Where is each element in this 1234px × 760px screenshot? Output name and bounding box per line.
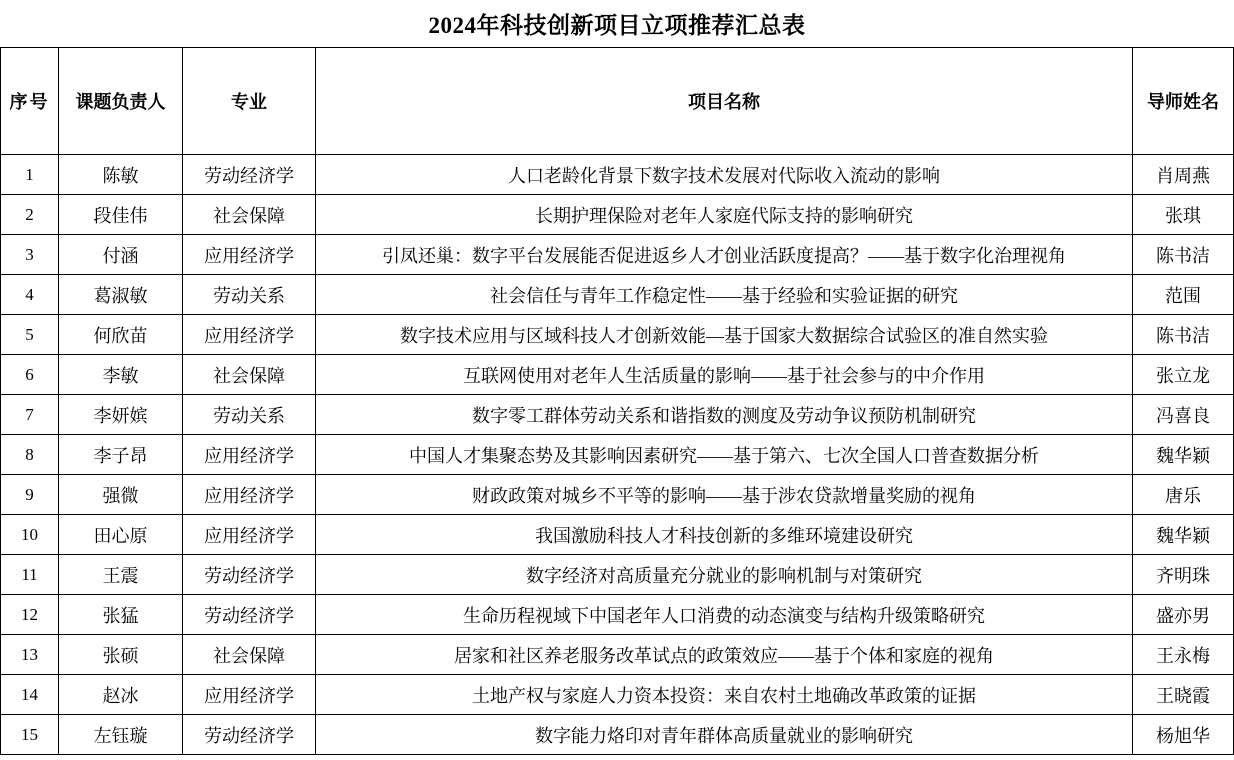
major-cell: 社会保障 xyxy=(183,635,316,675)
row-number-cell: 10 xyxy=(1,515,59,555)
table-body xyxy=(1,155,1234,755)
table-header xyxy=(1,48,1234,155)
table-row xyxy=(1,155,1234,195)
leader-cell: 李子昂 xyxy=(59,435,183,475)
leader-cell: 付涵 xyxy=(59,235,183,275)
column-header-project: 项目名称 xyxy=(316,48,1133,155)
major-cell: 应用经济学 xyxy=(183,675,316,715)
supervisor-cell: 盛亦男 xyxy=(1133,595,1234,635)
supervisor-cell: 范围 xyxy=(1133,275,1234,315)
major-cell: 劳动经济学 xyxy=(183,155,316,195)
table-row xyxy=(1,715,1234,755)
project-cell: 中国人才集聚态势及其影响因素研究——基于第六、七次全国人口普查数据分析 xyxy=(316,435,1133,475)
header-row xyxy=(1,48,1234,155)
supervisor-cell: 魏华颖 xyxy=(1133,515,1234,555)
project-cell: 社会信任与青年工作稳定性——基于经验和实验证据的研究 xyxy=(316,275,1133,315)
leader-cell: 张硕 xyxy=(59,635,183,675)
supervisor-cell: 杨旭华 xyxy=(1133,715,1234,755)
leader-cell: 王震 xyxy=(59,555,183,595)
leader-cell: 左钰璇 xyxy=(59,715,183,755)
supervisor-cell: 陈书洁 xyxy=(1133,235,1234,275)
leader-cell: 李妍嫔 xyxy=(59,395,183,435)
row-number-cell: 14 xyxy=(1,675,59,715)
project-cell: 引凤还巢：数字平台发展能否促进返乡人才创业活跃度提高？——基于数字化治理视角 xyxy=(316,235,1133,275)
table-row xyxy=(1,555,1234,595)
table-row xyxy=(1,635,1234,675)
major-cell: 社会保障 xyxy=(183,355,316,395)
table-row xyxy=(1,275,1234,315)
summary-table xyxy=(0,47,1234,755)
row-number-cell: 6 xyxy=(1,355,59,395)
supervisor-cell: 唐乐 xyxy=(1133,475,1234,515)
leader-cell: 田心原 xyxy=(59,515,183,555)
supervisor-cell: 齐明珠 xyxy=(1133,555,1234,595)
row-number-cell: 2 xyxy=(1,195,59,235)
row-number-cell: 1 xyxy=(1,155,59,195)
major-cell: 应用经济学 xyxy=(183,475,316,515)
leader-cell: 葛淑敏 xyxy=(59,275,183,315)
column-header-supervisor: 导师姓名 xyxy=(1133,48,1234,155)
project-cell: 数字能力烙印对青年群体高质量就业的影响研究 xyxy=(316,715,1133,755)
major-cell: 劳动关系 xyxy=(183,395,316,435)
row-number-cell: 4 xyxy=(1,275,59,315)
project-cell: 长期护理保险对老年人家庭代际支持的影响研究 xyxy=(316,195,1133,235)
project-cell: 财政政策对城乡不平等的影响——基于涉农贷款增量奖励的视角 xyxy=(316,475,1133,515)
column-header-leader: 课题负责人 xyxy=(59,48,183,155)
row-number-cell: 12 xyxy=(1,595,59,635)
project-cell: 数字零工群体劳动关系和谐指数的测度及劳动争议预防机制研究 xyxy=(316,395,1133,435)
supervisor-cell: 张立龙 xyxy=(1133,355,1234,395)
table-row xyxy=(1,355,1234,395)
row-number-cell: 9 xyxy=(1,475,59,515)
row-number-cell: 11 xyxy=(1,555,59,595)
project-cell: 土地产权与家庭人力资本投资：来自农村土地确改革政策的证据 xyxy=(316,675,1133,715)
row-number-cell: 7 xyxy=(1,395,59,435)
row-number-cell: 3 xyxy=(1,235,59,275)
major-cell: 应用经济学 xyxy=(183,315,316,355)
supervisor-cell: 冯喜良 xyxy=(1133,395,1234,435)
major-cell: 劳动经济学 xyxy=(183,595,316,635)
project-cell: 数字经济对高质量充分就业的影响机制与对策研究 xyxy=(316,555,1133,595)
project-cell: 居家和社区养老服务改革试点的政策效应——基于个体和家庭的视角 xyxy=(316,635,1133,675)
project-cell: 生命历程视域下中国老年人口消费的动态演变与结构升级策略研究 xyxy=(316,595,1133,635)
major-cell: 应用经济学 xyxy=(183,235,316,275)
major-cell: 劳动经济学 xyxy=(183,555,316,595)
major-cell: 应用经济学 xyxy=(183,515,316,555)
leader-cell: 何欣苗 xyxy=(59,315,183,355)
leader-cell: 张猛 xyxy=(59,595,183,635)
supervisor-cell: 王晓霞 xyxy=(1133,675,1234,715)
project-cell: 数字技术应用与区域科技人才创新效能—基于国家大数据综合试验区的准自然实验 xyxy=(316,315,1133,355)
table-row xyxy=(1,475,1234,515)
table-row xyxy=(1,515,1234,555)
supervisor-cell: 肖周燕 xyxy=(1133,155,1234,195)
project-cell: 我国激励科技人才科技创新的多维环境建设研究 xyxy=(316,515,1133,555)
table-row xyxy=(1,435,1234,475)
supervisor-cell: 张琪 xyxy=(1133,195,1234,235)
project-cell: 互联网使用对老年人生活质量的影响——基于社会参与的中介作用 xyxy=(316,355,1133,395)
table-row xyxy=(1,675,1234,715)
supervisor-cell: 魏华颖 xyxy=(1133,435,1234,475)
leader-cell: 段佳伟 xyxy=(59,195,183,235)
page-title: 2024年科技创新项目立项推荐汇总表 xyxy=(428,13,806,38)
table-row xyxy=(1,235,1234,275)
leader-cell: 赵冰 xyxy=(59,675,183,715)
row-number-cell: 13 xyxy=(1,635,59,675)
supervisor-cell: 陈书洁 xyxy=(1133,315,1234,355)
major-cell: 社会保障 xyxy=(183,195,316,235)
row-number-cell: 15 xyxy=(1,715,59,755)
table-row xyxy=(1,595,1234,635)
leader-cell: 强微 xyxy=(59,475,183,515)
leader-cell: 李敏 xyxy=(59,355,183,395)
leader-cell: 陈敏 xyxy=(59,155,183,195)
column-header-major: 专业 xyxy=(183,48,316,155)
row-number-cell: 8 xyxy=(1,435,59,475)
table-row xyxy=(1,195,1234,235)
major-cell: 劳动经济学 xyxy=(183,715,316,755)
project-cell: 人口老龄化背景下数字技术发展对代际收入流动的影响 xyxy=(316,155,1133,195)
row-number-cell: 5 xyxy=(1,315,59,355)
major-cell: 应用经济学 xyxy=(183,435,316,475)
column-header-no: 序号 xyxy=(1,48,59,155)
major-cell: 劳动关系 xyxy=(183,275,316,315)
supervisor-cell: 王永梅 xyxy=(1133,635,1234,675)
table-row xyxy=(1,315,1234,355)
table-row xyxy=(1,395,1234,435)
